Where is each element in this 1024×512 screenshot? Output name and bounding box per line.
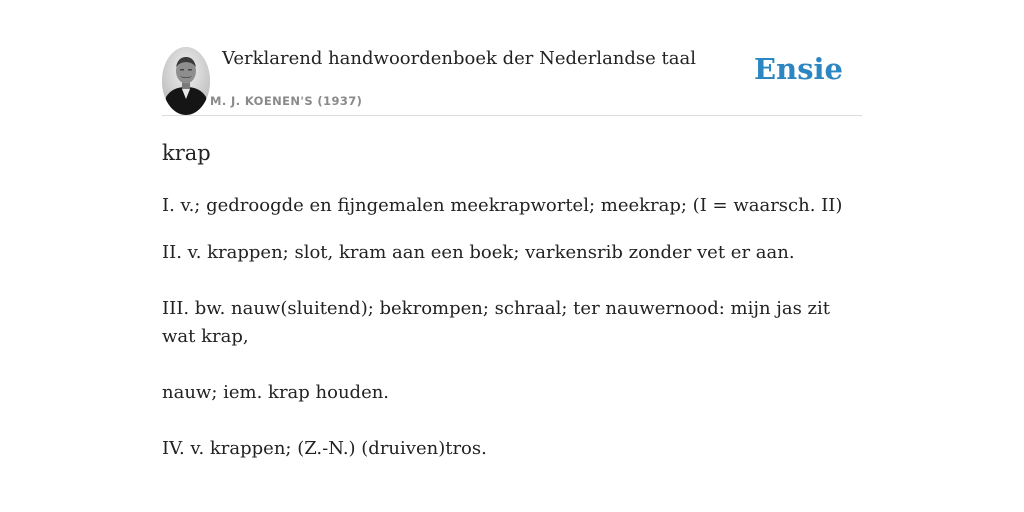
author-portrait-icon bbox=[162, 47, 210, 115]
book-title: Verklarend handwoordenboek der Nederlandse taal bbox=[222, 48, 696, 69]
definition-item: IV. v. krappen; (Z.-N.) (druiven)tros. bbox=[162, 438, 487, 459]
definition-item: II. v. krappen; slot, kram aan een boek; varkensrib zonder vet er aan. bbox=[162, 242, 795, 263]
definition-item: nauw; iem. krap houden. bbox=[162, 382, 390, 403]
site-header bbox=[162, 45, 862, 116]
definition-item: I. v.; gedroogde en fijngemalen meekrapwortel; meekrap; (I = waarsch. II) bbox=[162, 195, 843, 216]
book-subtitle: M. J. KOENEN'S (1937) bbox=[210, 94, 363, 108]
page-content bbox=[162, 0, 862, 512]
brand-logo-link[interactable]: Ensie bbox=[754, 52, 843, 86]
entry-headword: krap bbox=[162, 141, 211, 165]
definition-item: III. bw. nauw(sluitend); bekrompen; schraal; ter nauwernood: mijn jas zit wat krap, bbox=[162, 298, 831, 347]
